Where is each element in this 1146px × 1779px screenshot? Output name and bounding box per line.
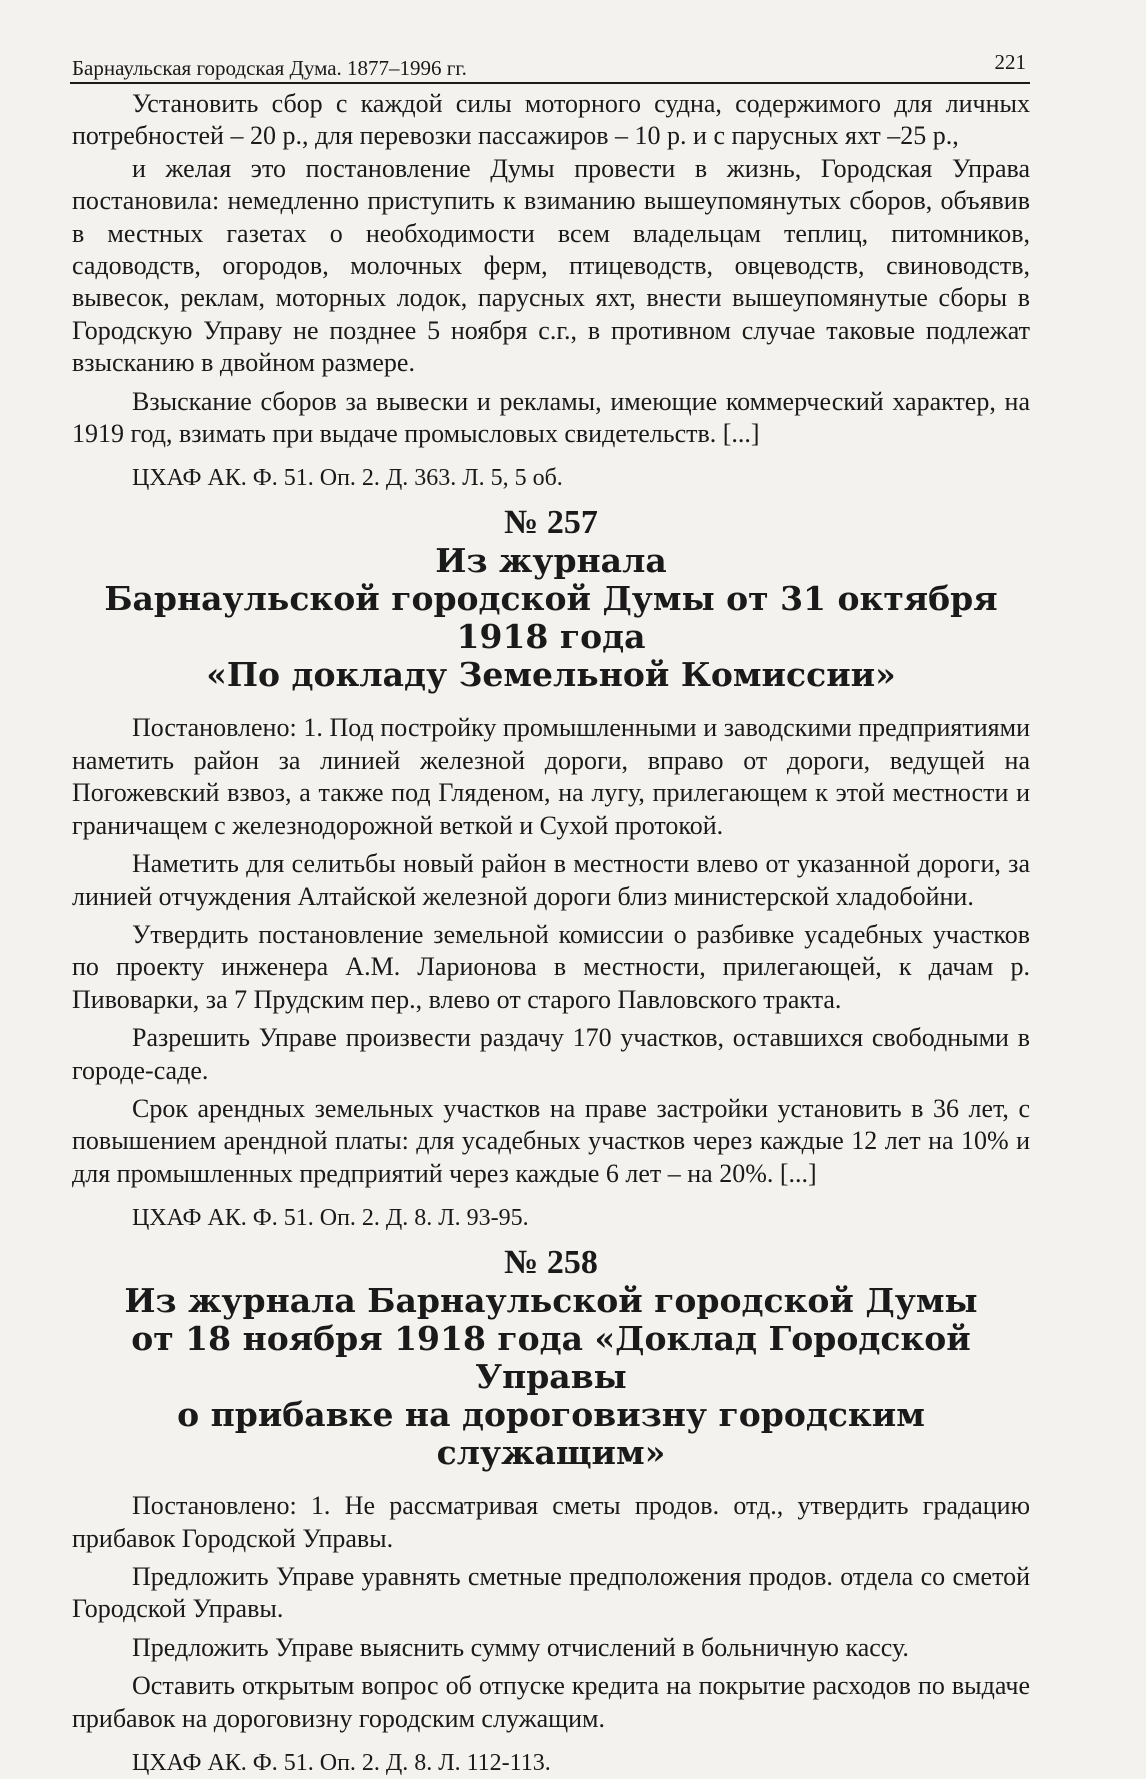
page-number: 221	[994, 50, 1026, 74]
document-257-heading	[72, 504, 1030, 694]
document-257-paragraph-5: Срок арендных земельных участков на праве застройки установить в 36 лет, с повышением арендной платы: для усадебных участков через каждые 12 лет на 10% и для промышленных предприятий через каждые 6 лет – на 20%. [...]	[72, 1093, 1030, 1188]
intro-paragraph-3: Взыскание сборов за вывески и рекламы, имеющие коммерческий характер, на 1919 год, взимать при выдаче промысловых свидетельств. [...]	[72, 386, 1030, 449]
document-257-source-reference: ЦХАФ АК. Ф. 51. Оп. 2. Д. 8. Л. 93-95.	[132, 1205, 529, 1232]
running-head	[70, 48, 1030, 84]
document-258-title-line-3: о прибавке на дороговизну городским служащим»	[177, 1395, 925, 1473]
document-258-paragraph-2: Предложить Управе уравнять сметные предположения продов. отдела со сметой Городской Управы.	[72, 1561, 1030, 1624]
document-257-paragraph-1: Постановлено: 1. Под постройку промышленными и заводскими предприятиями наметить район за линией железной дороги, вправо от дороги, ведущей на Погожевский взвоз, а также под Гляденом, на лугу, прилегающем к этой местности и граничащем с железнодорожной веткой и Сухой протокой.	[72, 713, 1030, 840]
document-257-paragraph-2: Наметить для селитьбы новый район в местности влево от указанной дороги, за линией отчуждения Алтайской железной дороги близ министерской хладобойни.	[72, 849, 1030, 911]
document-258-number: № 258	[504, 1244, 598, 1282]
document-257-title-line-3: «По докладу Земельной Комиссии»	[206, 655, 896, 695]
document-258-paragraph-3: Предложить Управе выяснить сумму отчислений в больничную кассу.	[132, 1632, 909, 1662]
document-258-paragraph-1: Постановлено: 1. Не рассматривая сметы продов. отд., утвердить градацию прибавок Городской Управы.	[72, 1491, 1030, 1553]
document-257-paragraph-4: Разрешить Управе произвести раздачу 170 участков, оставшихся свободными в городе-саде.	[72, 1023, 1030, 1085]
document-257-paragraph-3: Утвердить постановление земельной комиссии о разбивке усадебных участков по проекту инженера А.М. Ларионова в местности, прилегающей, к дачам р. Пивоварки, за 7 Прудским пер., влево от старого Павловского тракта.	[72, 919, 1030, 1014]
intro-paragraph-1: Установить сбор с каждой силы моторного судна, содержимого для личных потребностей – 20 р., для перевозки пассажиров – 10 р. и с парусных яхт –25 р.,	[72, 89, 1030, 151]
document-257-title-line-2: Барнаульской городской Думы от 31 октября 1918 года	[104, 579, 998, 657]
document-258-source-reference: ЦХАФ АК. Ф. 51. Оп. 2. Д. 8. Л. 112-113.	[132, 1750, 551, 1776]
intro-source-reference: ЦХАФ АК. Ф. 51. Оп. 2. Д. 363. Л. 5, 5 об.	[132, 465, 563, 492]
document-258-heading	[72, 1244, 1030, 1472]
document-258-paragraph-4: Оставить открытым вопрос об отпуске кредита на покрытие расходов по выдаче прибавок на дороговизну городским служащим.	[72, 1671, 1030, 1733]
running-head-title: Барнаульская городская Дума. 1877–1996 гг.	[72, 56, 467, 80]
document-258-title-line-2: от 18 ноября 1918 года «Доклад Городской Управы	[131, 1319, 971, 1397]
document-258-title-line-1: Из журнала Барнаульской городской Думы	[124, 1281, 978, 1321]
document-257-number: № 257	[504, 504, 598, 542]
page-content	[72, 88, 1030, 1779]
intro-paragraph-2: и желая это постановление Думы провести в жизнь, Городская Управа постановила: немедленно приступить к взиманию вышеупомянутых сборов, объявив в местных газетах о необходимости всем владельцам теплиц, питомников, садоводств, огородов, молочных ферм, птицеводств, овцеводств, свиноводств, вывесок, реклам, моторных лодок, парусных яхт, внести вышеупомянутые сборы в Городскую Управу не позднее 5 ноября с.г., в противном случае таковые подлежат взысканию в двойном размере.	[72, 153, 1030, 378]
document-257-title-line-1: Из журнала	[435, 541, 667, 581]
